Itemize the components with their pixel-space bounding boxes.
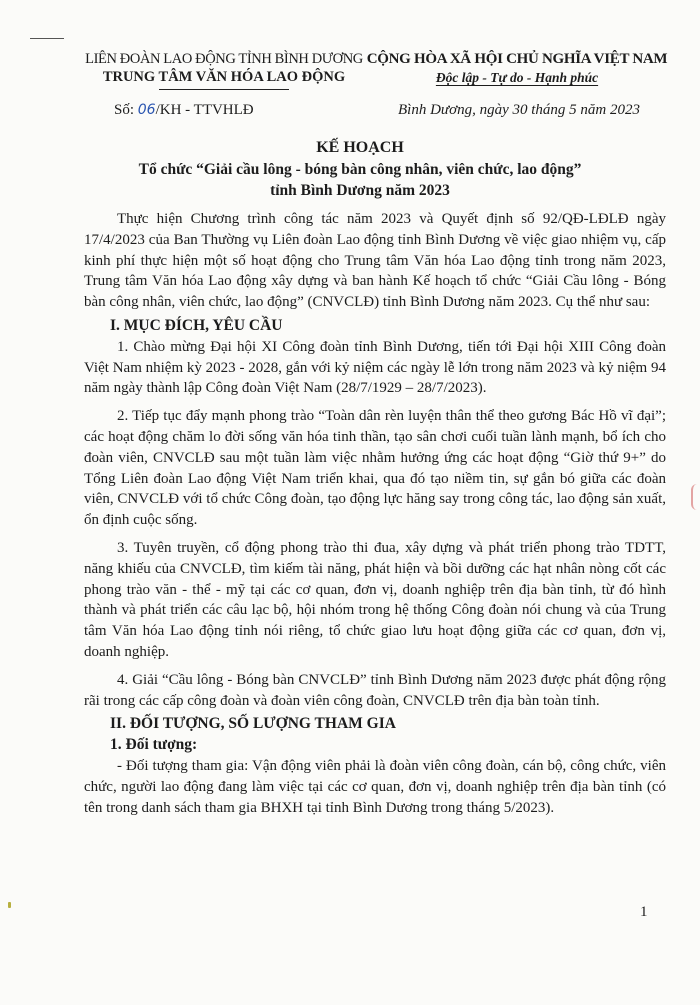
list-item: 4. Giải “Cầu lông - Bóng bàn CNVCLĐ” tỉnh Bình Dương năm 2023 được phát động rộng rãi trong các cấp công đoàn và đoàn viên công đoàn, CNVCLĐ trên địa bàn toàn tỉnh. <box>84 671 666 709</box>
doc-number-handwritten: 06 <box>137 102 156 118</box>
document-date: Bình Dương, ngày 30 tháng 5 năm 2023 <box>398 102 641 118</box>
document-type: KẾ HOẠCH <box>316 139 404 156</box>
doc-number-prefix: Số: <box>114 102 135 118</box>
parent-organization: LIÊN ĐOÀN LAO ĐỘNG TỈNH BÌNH DƯƠNG <box>85 51 363 67</box>
subsection-heading: 1. Đối tượng: <box>110 736 198 754</box>
document-title-line1: Tổ chức “Giải cầu lông - bóng bàn công nhân, viên chức, lao động” <box>138 161 582 178</box>
title-block <box>60 138 660 200</box>
national-motto: Độc lập - Tự do - Hạnh phúc <box>435 70 599 85</box>
national-name: CỘNG HÒA XÃ HỘI CHỦ NGHĨA VIỆT NAM <box>366 51 668 67</box>
document-number <box>114 102 254 119</box>
intro-paragraph: Thực hiện Chương trình công tác năm 2023 và Quyết định số 92/QĐ-LĐLĐ ngày 17/4/2023 của Ban Thường vụ Liên đoàn Lao động tỉnh Bình Dương về việc giao nhiệm vụ, cấp kinh phí thực hiện một số hoạt động cho Trung tâm Văn hóa Lao động tỉnh trong năm 2023, Trung tâm Văn hóa Lao động xây dựng và ban hành Kế hoạch tổ chức “Giải Cầu lông - Bóng bàn công nhân, viên chức, lao động” (CNVCLĐ) tỉnh Bình Dương năm 2023. Cụ thể như sau: <box>84 211 666 311</box>
section-heading: I. MỤC ĐÍCH, YÊU CẦU <box>110 316 283 334</box>
issuing-organization: TRUNG TÂM VĂN HÓA LAO ĐỘNG <box>102 69 346 85</box>
list-item: 3. Tuyên truyền, cổ động phong trào thi đua, xây dựng và phát triển phong trào TDTT, năng khiếu của CNVCLĐ, tìm kiếm tài năng, phát hiện và bồi dưỡng các hạt nhân nòng cốt các phong trào văn - thể - mỹ tại các cơ quan, đơn vị, doanh nghiệp trên địa bàn tỉnh, từ đó hình thành và phát triển các câu lạc bộ, hội nhóm trong hệ thống Công đoàn nói chung và của Trung tâm Văn hóa Lao động tỉnh nói riêng, tổ chức giao lưu hoạt động giữa các cơ quan, đơn vị, doanh nghiệp. <box>84 539 666 660</box>
national-header <box>352 50 682 87</box>
page-number: 1 <box>640 904 648 920</box>
scan-artifact <box>30 38 64 39</box>
issuer-header <box>84 50 364 90</box>
stamp-edge <box>691 484 700 510</box>
doc-number-suffix: /KH - TTVHLĐ <box>155 102 254 118</box>
list-item: - Đối tượng tham gia: Vận động viên phải là đoàn viên công đoàn, cán bộ, công chức, viên chức, người lao động đang làm việc tại các cơ quan, đơn vị, doanh nghiệp trên địa bàn tỉnh (có tên trong danh sách tham gia BHXH tại tỉnh Bình Dương trong tháng 5/2023). <box>84 757 666 816</box>
list-item: 1. Chào mừng Đại hội XI Công đoàn tỉnh Bình Dương, tiến tới Đại hội XIII Công đoàn Việt Nam nhiệm kỳ 2023 - 2028, gắn với kỷ niệm các ngày lễ lớn trong năm 2023 và kỷ niệm 94 năm ngày thành lập Công đoàn Việt Nam (28/7/1929 – 28/7/2023). <box>84 338 666 397</box>
list-item: 2. Tiếp tục đẩy mạnh phong trào “Toàn dân rèn luyện thân thể theo gương Bác Hồ vĩ đại”; các hoạt động chăm lo đời sống văn hóa tinh thần, tạo sân chơi cuối tuần lành mạnh, bổ ích cho đoàn viên, CNVCLĐ sau một tuần làm việc nhằm hưởng ứng các hoạt động “Giờ thứ 9+” do Tổng Liên đoàn Lao động Việt Nam triển khai, qua đó tạo niềm tin, sự gắn bó giữa các đoàn viên, CNVCLĐ với tổ chức Công đoàn, tạo động lực hăng say trong công tác, lao động sản xuất, ổn định cuộc sống. <box>84 408 666 529</box>
document-body <box>84 209 666 818</box>
section-heading: II. ĐỐI TƯỢNG, SỐ LƯỢNG THAM GIA <box>110 715 396 733</box>
scan-speck <box>8 902 11 908</box>
header-divider <box>159 89 289 90</box>
document-title-line2: tỉnh Bình Dương năm 2023 <box>270 182 450 199</box>
